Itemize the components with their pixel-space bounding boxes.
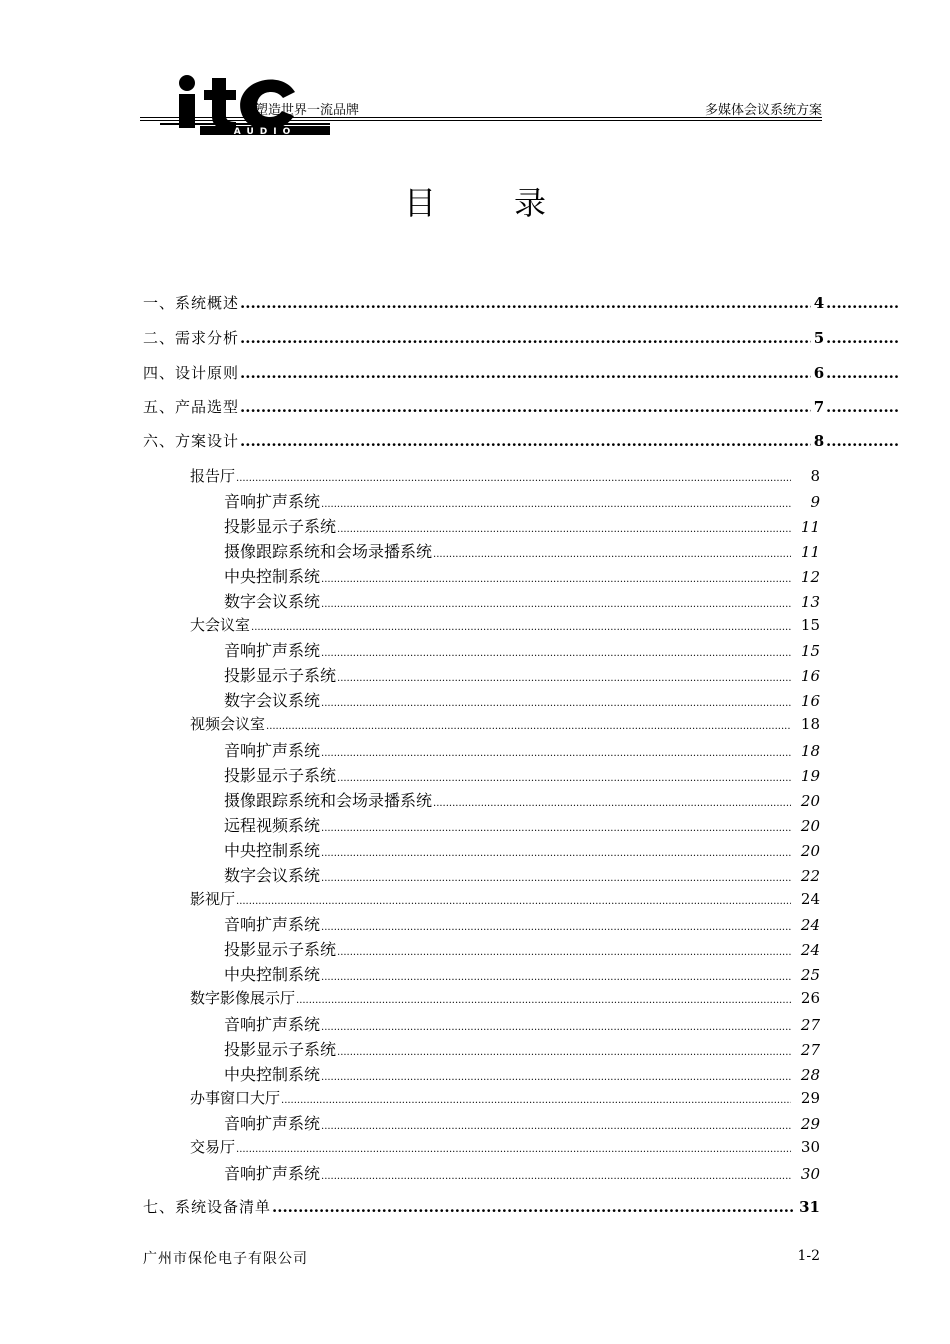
toc-entry-label: 四、设计原则 [143,364,240,382]
toc-leader [433,798,791,809]
toc-item-page: 16 [800,667,820,685]
toc-item-label: 中央控制系统 [224,567,321,586]
toc-leader [321,1022,791,1033]
toc-item-page: 19 [800,767,820,785]
toc-entry-label: 一、系统概述 [143,294,240,312]
toc-item-label: 投影显示子系统 [224,1040,337,1059]
toc-section-label: 交易厅 [190,1138,236,1156]
toc-entry[interactable] [143,430,900,451]
toc-section-label: 办事窗口大厅 [190,1089,281,1107]
toc-item-label: 摄像跟踪系统和会场录播系统 [224,542,433,561]
toc-item[interactable] [224,514,820,537]
toc-item[interactable] [224,912,820,935]
toc-leader [251,622,791,633]
toc-entry-label: 六、方案设计 [143,432,240,450]
toc-leader [321,1121,791,1132]
page-header [140,72,822,142]
toc-item-page: 25 [800,966,820,984]
toc-item-page: 20 [800,842,820,860]
toc-item[interactable] [224,863,820,886]
toc-item[interactable] [224,1161,820,1184]
toc-item-label: 数字会议系统 [224,691,321,710]
toc-item-label: 投影显示子系统 [224,517,337,536]
page-title: 目录 [403,184,624,222]
toc-leader [236,1144,791,1155]
toc-item-page: 29 [800,1115,820,1133]
toc-entry-label: 二、需求分析 [143,329,240,347]
toc-item-label: 中央控制系统 [224,841,321,860]
toc-item[interactable] [224,788,820,811]
toc-item-page: 24 [800,941,820,959]
toc-item-page: 9 [810,493,820,511]
toc-entry-page: 4 [813,294,825,312]
toc-leader [321,698,791,709]
toc-item-page: 13 [800,593,820,611]
toc-leader [240,294,811,312]
toc-item-page: 15 [800,642,820,660]
toc-leader [337,1047,791,1058]
toc-leader [296,995,791,1006]
toc-leader [321,1072,791,1083]
toc-item[interactable] [224,638,820,661]
toc-leader [321,648,791,659]
toc-section[interactable] [190,1087,820,1108]
toc-leader [321,748,791,759]
toc-item[interactable] [224,1037,820,1060]
toc-item-label: 音响扩声系统 [224,1164,321,1183]
toc-item[interactable] [224,738,820,761]
toc-leader [281,1095,791,1106]
header-rule [140,117,822,118]
toc-item[interactable] [224,663,820,686]
toc-section-page: 29 [800,1089,820,1107]
footer-page-number: 1-2 [797,1248,820,1264]
document-title: 多媒体会议系统方案 [704,103,822,118]
toc-item-page: 24 [800,916,820,934]
toc-item-label: 数字会议系统 [224,866,321,885]
toc-item[interactable] [224,763,820,786]
toc-leader [240,398,811,416]
toc-leader [321,1171,791,1182]
toc-item-label: 摄像跟踪系统和会场录播系统 [224,791,433,810]
toc-item-page: 22 [800,867,820,885]
toc-item[interactable] [224,1062,820,1085]
toc-leader-trail [826,294,900,312]
toc-section-page: 26 [800,989,820,1007]
toc-leader-trail [826,432,900,450]
toc-leader [337,947,791,958]
toc-item-page: 12 [800,568,820,586]
toc-item-label: 数字会议系统 [224,592,321,611]
toc-entry-page: 6 [813,364,825,382]
toc-item[interactable] [224,589,820,612]
toc-item[interactable] [224,489,820,512]
toc-item-page: 27 [800,1016,820,1034]
toc-entry-label: 五、产品选型 [143,398,240,416]
toc-item-page: 16 [800,692,820,710]
toc-leader-trail [826,364,900,382]
toc-item[interactable] [224,1111,820,1134]
toc-leader [266,721,791,732]
toc-item-label: 音响扩声系统 [224,492,321,511]
toc-section-page: 30 [800,1138,820,1156]
toc-section-label: 影视厅 [190,890,236,908]
slogan: 塑造世界一流品牌 [255,103,360,118]
toc-leader [433,549,791,560]
toc-entry-page: 8 [813,432,825,450]
toc-leader [337,773,791,784]
toc-entry-page: 7 [813,398,825,416]
toc-item-label: 音响扩声系统 [224,915,321,934]
toc-leader [321,599,791,610]
toc-item[interactable] [224,813,820,836]
toc-item-label: 中央控制系统 [224,1065,321,1084]
toc-entry[interactable] [143,1196,820,1217]
toc-leader-trail [826,329,900,347]
toc-leader [337,673,791,684]
toc-section[interactable] [190,888,820,909]
toc-item-label: 投影显示子系统 [224,666,337,685]
toc-item[interactable] [224,688,820,711]
toc-leader [240,432,811,450]
toc-item[interactable] [224,539,820,562]
toc-section-page: 24 [800,890,820,908]
header-rule-thin [140,120,822,121]
toc-leader [240,364,811,382]
toc-item[interactable] [224,962,820,985]
toc-entry-label: 七、系统设备清单 [143,1198,272,1216]
toc-item[interactable] [224,838,820,861]
toc-section-page: 15 [800,616,820,634]
toc-item[interactable] [224,1012,820,1035]
toc-item-page: 20 [800,792,820,810]
toc-leader [236,896,791,907]
toc-leader [337,524,791,535]
toc-leader [321,823,791,834]
toc-entry[interactable] [143,396,900,417]
toc-section-page: 8 [810,467,820,485]
toc-item[interactable] [224,937,820,960]
toc-section[interactable] [190,614,820,635]
toc-leader [321,873,791,884]
toc-item-label: 音响扩声系统 [224,1015,321,1034]
toc-item-label: 投影显示子系统 [224,940,337,959]
toc-leader [236,473,791,484]
toc-item-page: 11 [800,518,820,536]
toc-leader [321,574,791,585]
toc-item[interactable] [224,564,820,587]
toc-section-label: 大会议室 [190,616,251,634]
toc-section-label: 数字影像展示厅 [190,989,296,1007]
toc-leader-trail [826,398,900,416]
toc-section[interactable] [190,465,820,486]
toc-entry-page: 31 [799,1198,820,1216]
toc-item-label: 投影显示子系统 [224,766,337,785]
toc-leader [321,848,791,859]
toc-entry[interactable] [143,292,900,313]
toc-entry-page: 5 [813,329,825,347]
toc-leader [240,329,811,347]
toc-item-page: 28 [800,1066,820,1084]
toc-leader [272,1198,793,1216]
toc-section-label: 视频会议室 [190,715,266,733]
toc-item-page: 11 [800,543,820,561]
toc-entry[interactable] [143,327,900,348]
toc-section-page: 18 [800,715,820,733]
toc-item-page: 20 [800,817,820,835]
toc-leader [321,499,791,510]
toc-item-label: 音响扩声系统 [224,741,321,760]
logo-sub-text: AUDIO [233,127,297,136]
footer-company: 广州市保伦电子有限公司 [143,1251,308,1267]
toc-item-label: 远程视频系统 [224,816,321,835]
toc-leader [321,922,791,933]
toc-section[interactable] [190,987,820,1008]
toc-item-label: 中央控制系统 [224,965,321,984]
toc-section[interactable] [190,1136,820,1157]
toc-item-label: 音响扩声系统 [224,641,321,660]
toc-leader [321,972,791,983]
toc-item-page: 30 [800,1165,820,1183]
toc-section[interactable] [190,713,820,734]
toc-item-page: 18 [800,742,820,760]
toc-item-label: 音响扩声系统 [224,1114,321,1133]
toc-item-page: 27 [800,1041,820,1059]
toc-section-label: 报告厅 [190,467,236,485]
toc-entry[interactable] [143,362,900,383]
